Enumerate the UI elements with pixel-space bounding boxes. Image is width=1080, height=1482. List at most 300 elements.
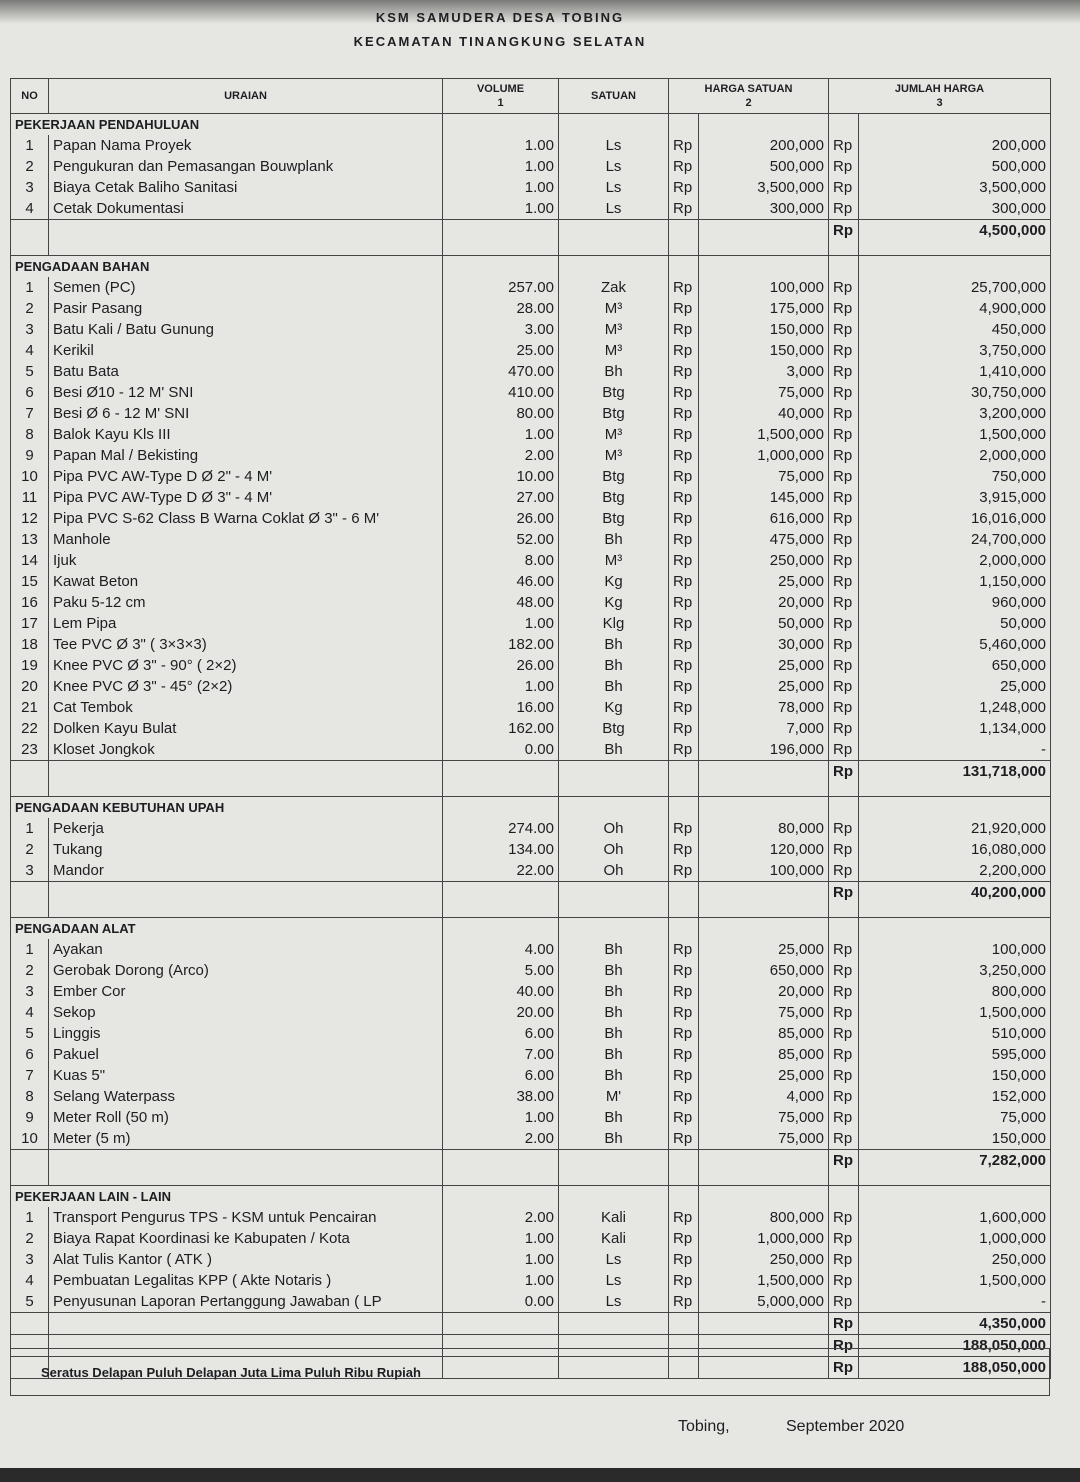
- col-jumlah-harga: JUMLAH HARGA 3: [829, 79, 1051, 114]
- empty-cell: [49, 241, 443, 256]
- row-amount: 800,000: [859, 981, 1051, 1002]
- empty-cell: [443, 1313, 559, 1335]
- table-row: [11, 466, 1051, 487]
- row-unit: M³: [559, 298, 669, 319]
- row-description: Manhole: [49, 529, 443, 550]
- spacer-row: [11, 782, 1051, 797]
- empty-cell: [859, 114, 1051, 136]
- row-amount: 750,000: [859, 466, 1051, 487]
- row-amount: 1,248,000: [859, 697, 1051, 718]
- row-volume: 0.00: [443, 739, 559, 761]
- row-unit: Kg: [559, 592, 669, 613]
- row-description: Tee PVC Ø 3" ( 3×3×3): [49, 634, 443, 655]
- row-number: 12: [11, 508, 49, 529]
- row-unit-price: 250,000: [699, 550, 829, 571]
- section-title-row: [11, 918, 1051, 940]
- row-description: Transport Pengurus TPS - KSM untuk Pencairan: [49, 1207, 443, 1228]
- row-amount-currency: Rp: [829, 1023, 859, 1044]
- row-unit: Ls: [559, 198, 669, 220]
- row-amount-currency: Rp: [829, 361, 859, 382]
- section-title-row: [11, 797, 1051, 819]
- row-unit: Bh: [559, 529, 669, 550]
- row-unit-price: 5,000,000: [699, 1291, 829, 1313]
- row-amount: 3,200,000: [859, 403, 1051, 424]
- row-description: Papan Nama Proyek: [49, 135, 443, 156]
- empty-cell: [443, 256, 559, 278]
- row-unit-price: 75,000: [699, 1002, 829, 1023]
- row-number: 1: [11, 135, 49, 156]
- spacer-row: [11, 241, 1051, 256]
- row-volume: 134.00: [443, 839, 559, 860]
- empty-cell: [11, 782, 49, 797]
- empty-cell: [11, 882, 49, 904]
- section-total-currency: Rp: [829, 1313, 859, 1335]
- row-description: Biaya Cetak Baliho Sanitasi: [49, 177, 443, 198]
- row-amount: 2,000,000: [859, 550, 1051, 571]
- row-volume: 1.00: [443, 177, 559, 198]
- row-unit: M³: [559, 445, 669, 466]
- row-price-currency: Rp: [669, 739, 699, 761]
- row-amount: 3,750,000: [859, 340, 1051, 361]
- row-volume: 2.00: [443, 1128, 559, 1150]
- row-unit: Bh: [559, 1023, 669, 1044]
- empty-cell: [699, 114, 829, 136]
- row-description: Pipa PVC AW-Type D Ø 3" - 4 M': [49, 487, 443, 508]
- row-price-currency: Rp: [669, 1023, 699, 1044]
- row-unit: Ls: [559, 1249, 669, 1270]
- row-description: Pipa PVC S-62 Class B Warna Coklat Ø 3" - 6 M': [49, 508, 443, 529]
- row-price-currency: Rp: [669, 361, 699, 382]
- total-currency: Rp: [829, 1357, 859, 1379]
- empty-cell: [829, 1186, 859, 1208]
- row-volume: 257.00: [443, 277, 559, 298]
- section-title: PENGADAAN ALAT: [11, 918, 443, 940]
- row-description: Cetak Dokumentasi: [49, 198, 443, 220]
- empty-cell: [669, 1186, 699, 1208]
- row-amount: 150,000: [859, 1065, 1051, 1086]
- empty-cell: [669, 1313, 699, 1335]
- row-amount-currency: Rp: [829, 466, 859, 487]
- row-amount-currency: Rp: [829, 1249, 859, 1270]
- row-unit: Ls: [559, 135, 669, 156]
- empty-cell: [443, 1150, 559, 1172]
- row-unit-price: 25,000: [699, 655, 829, 676]
- empty-cell: [443, 114, 559, 136]
- row-description: Kloset Jongkok: [49, 739, 443, 761]
- row-volume: 1.00: [443, 676, 559, 697]
- empty-cell: [669, 256, 699, 278]
- table-row: [11, 697, 1051, 718]
- row-unit: Bh: [559, 1107, 669, 1128]
- empty-cell: [699, 903, 829, 918]
- empty-cell: [559, 761, 669, 783]
- empty-cell: [699, 882, 829, 904]
- row-unit-price: 40,000: [699, 403, 829, 424]
- row-unit: Kg: [559, 697, 669, 718]
- empty-cell: [559, 256, 669, 278]
- row-amount-currency: Rp: [829, 613, 859, 634]
- empty-cell: [669, 1150, 699, 1172]
- row-description: Alat Tulis Kantor ( ATK ): [49, 1249, 443, 1270]
- row-amount-currency: Rp: [829, 1128, 859, 1150]
- row-unit-price: 1,500,000: [699, 424, 829, 445]
- table-row: [11, 571, 1051, 592]
- empty-cell: [829, 918, 859, 940]
- section-total-row: [11, 882, 1051, 904]
- row-volume: 1.00: [443, 424, 559, 445]
- row-unit: M': [559, 1086, 669, 1107]
- row-volume: 6.00: [443, 1023, 559, 1044]
- empty-cell: [443, 220, 559, 242]
- empty-cell: [699, 1313, 829, 1335]
- row-amount: 1,500,000: [859, 424, 1051, 445]
- empty-cell: [669, 241, 699, 256]
- row-description: Pasir Pasang: [49, 298, 443, 319]
- row-description: Meter (5 m): [49, 1128, 443, 1150]
- row-price-currency: Rp: [669, 634, 699, 655]
- table-row: [11, 655, 1051, 676]
- empty-cell: [669, 903, 699, 918]
- row-number: 10: [11, 466, 49, 487]
- row-amount: 25,700,000: [859, 277, 1051, 298]
- row-amount-currency: Rp: [829, 529, 859, 550]
- row-description: Lem Pipa: [49, 613, 443, 634]
- row-description: Biaya Rapat Koordinasi ke Kabupaten / Kota: [49, 1228, 443, 1249]
- row-volume: 162.00: [443, 718, 559, 739]
- empty-cell: [699, 256, 829, 278]
- section-total: 4,500,000: [859, 220, 1051, 242]
- spacer-row: [11, 1171, 1051, 1186]
- row-description: Balok Kayu Kls III: [49, 424, 443, 445]
- table-body: [11, 114, 1051, 1379]
- row-volume: 5.00: [443, 960, 559, 981]
- row-amount-currency: Rp: [829, 1002, 859, 1023]
- row-unit: Btg: [559, 382, 669, 403]
- row-price-currency: Rp: [669, 1270, 699, 1291]
- row-unit: Ls: [559, 177, 669, 198]
- row-price-currency: Rp: [669, 424, 699, 445]
- empty-cell: [443, 1186, 559, 1208]
- row-volume: 2.00: [443, 1207, 559, 1228]
- row-number: 9: [11, 445, 49, 466]
- row-amount-currency: Rp: [829, 177, 859, 198]
- row-amount: 2,000,000: [859, 445, 1051, 466]
- row-volume: 1.00: [443, 613, 559, 634]
- row-price-currency: Rp: [669, 298, 699, 319]
- row-number: 4: [11, 340, 49, 361]
- row-number: 7: [11, 403, 49, 424]
- empty-cell: [11, 220, 49, 242]
- row-unit: Bh: [559, 676, 669, 697]
- row-amount: 1,150,000: [859, 571, 1051, 592]
- empty-cell: [699, 1150, 829, 1172]
- table-row: [11, 403, 1051, 424]
- row-price-currency: Rp: [669, 135, 699, 156]
- row-amount-currency: Rp: [829, 424, 859, 445]
- row-volume: 28.00: [443, 298, 559, 319]
- row-unit: Kali: [559, 1207, 669, 1228]
- row-amount-currency: Rp: [829, 156, 859, 177]
- row-price-currency: Rp: [669, 1249, 699, 1270]
- empty-cell: [669, 918, 699, 940]
- row-amount: 50,000: [859, 613, 1051, 634]
- row-volume: 3.00: [443, 319, 559, 340]
- empty-cell: [559, 797, 669, 819]
- row-volume: 1.00: [443, 1249, 559, 1270]
- row-amount-currency: Rp: [829, 839, 859, 860]
- col-uraian: URAIAN: [49, 79, 443, 114]
- sign-date: September 2020: [786, 1418, 905, 1435]
- row-number: 15: [11, 571, 49, 592]
- row-amount-currency: Rp: [829, 508, 859, 529]
- row-price-currency: Rp: [669, 697, 699, 718]
- row-amount-currency: Rp: [829, 1291, 859, 1313]
- row-amount: 510,000: [859, 1023, 1051, 1044]
- row-amount: 5,460,000: [859, 634, 1051, 655]
- empty-cell: [49, 782, 443, 797]
- table-row: [11, 981, 1051, 1002]
- empty-cell: [829, 1171, 859, 1186]
- row-amount: 4,900,000: [859, 298, 1051, 319]
- row-unit: Bh: [559, 1002, 669, 1023]
- row-amount: -: [859, 739, 1051, 761]
- row-unit-price: 250,000: [699, 1249, 829, 1270]
- row-number: 8: [11, 424, 49, 445]
- row-unit: Bh: [559, 1128, 669, 1150]
- table-row: [11, 135, 1051, 156]
- row-description: Paku 5-12 cm: [49, 592, 443, 613]
- row-unit-price: 150,000: [699, 319, 829, 340]
- row-amount: 595,000: [859, 1044, 1051, 1065]
- row-amount: 21,920,000: [859, 818, 1051, 839]
- row-number: 10: [11, 1128, 49, 1150]
- row-volume: 410.00: [443, 382, 559, 403]
- row-unit: Bh: [559, 960, 669, 981]
- row-price-currency: Rp: [669, 487, 699, 508]
- row-description: Linggis: [49, 1023, 443, 1044]
- row-volume: 48.00: [443, 592, 559, 613]
- table-row: [11, 960, 1051, 981]
- row-amount: 3,500,000: [859, 177, 1051, 198]
- row-description: Meter Roll (50 m): [49, 1107, 443, 1128]
- row-price-currency: Rp: [669, 1107, 699, 1128]
- row-price-currency: Rp: [669, 508, 699, 529]
- empty-cell: [699, 918, 829, 940]
- empty-cell: [829, 241, 859, 256]
- row-price-currency: Rp: [669, 718, 699, 739]
- table-row: [11, 592, 1051, 613]
- row-price-currency: Rp: [669, 860, 699, 882]
- row-description: Ember Cor: [49, 981, 443, 1002]
- table-row: [11, 634, 1051, 655]
- row-volume: 40.00: [443, 981, 559, 1002]
- row-price-currency: Rp: [669, 1044, 699, 1065]
- empty-cell: [49, 1171, 443, 1186]
- row-amount-currency: Rp: [829, 319, 859, 340]
- row-number: 18: [11, 634, 49, 655]
- empty-cell: [859, 782, 1051, 797]
- table-row: [11, 361, 1051, 382]
- row-amount-currency: Rp: [829, 592, 859, 613]
- row-number: 3: [11, 981, 49, 1002]
- empty-cell: [443, 797, 559, 819]
- row-amount: 960,000: [859, 592, 1051, 613]
- row-unit-price: 78,000: [699, 697, 829, 718]
- row-amount-currency: Rp: [829, 340, 859, 361]
- table-row: [11, 1002, 1051, 1023]
- row-volume: 20.00: [443, 1002, 559, 1023]
- empty-cell: [49, 882, 443, 904]
- row-amount: 250,000: [859, 1249, 1051, 1270]
- row-description: Pembuatan Legalitas KPP ( Akte Notaris ): [49, 1270, 443, 1291]
- row-amount-currency: Rp: [829, 739, 859, 761]
- row-number: 1: [11, 818, 49, 839]
- row-unit-price: 800,000: [699, 1207, 829, 1228]
- row-number: 2: [11, 1228, 49, 1249]
- empty-cell: [559, 220, 669, 242]
- row-volume: 16.00: [443, 697, 559, 718]
- empty-cell: [559, 1150, 669, 1172]
- row-unit: M³: [559, 424, 669, 445]
- row-volume: 25.00: [443, 340, 559, 361]
- row-volume: 26.00: [443, 655, 559, 676]
- row-unit: Btg: [559, 466, 669, 487]
- row-amount: 2,200,000: [859, 860, 1051, 882]
- table-row: [11, 1270, 1051, 1291]
- row-number: 2: [11, 960, 49, 981]
- section-title-row: [11, 1186, 1051, 1208]
- empty-cell: [829, 782, 859, 797]
- section-total-row: [11, 220, 1051, 242]
- empty-cell: [699, 1171, 829, 1186]
- empty-cell: [49, 220, 443, 242]
- table-row: [11, 177, 1051, 198]
- row-amount-currency: Rp: [829, 1044, 859, 1065]
- table-row: [11, 298, 1051, 319]
- row-number: 3: [11, 319, 49, 340]
- row-amount: 1,500,000: [859, 1270, 1051, 1291]
- row-amount-currency: Rp: [829, 718, 859, 739]
- empty-cell: [699, 241, 829, 256]
- row-amount-currency: Rp: [829, 198, 859, 220]
- row-unit-price: 20,000: [699, 981, 829, 1002]
- empty-cell: [559, 918, 669, 940]
- row-unit: Kali: [559, 1228, 669, 1249]
- row-unit: Ls: [559, 1270, 669, 1291]
- row-unit: Oh: [559, 818, 669, 839]
- row-number: 16: [11, 592, 49, 613]
- row-number: 17: [11, 613, 49, 634]
- table-row: [11, 550, 1051, 571]
- row-volume: 8.00: [443, 550, 559, 571]
- row-amount: 3,915,000: [859, 487, 1051, 508]
- row-description: Cat Tembok: [49, 697, 443, 718]
- row-unit: M³: [559, 319, 669, 340]
- row-unit: Ls: [559, 1291, 669, 1313]
- row-amount-currency: Rp: [829, 1065, 859, 1086]
- row-description: Selang Waterpass: [49, 1086, 443, 1107]
- row-unit: Btg: [559, 487, 669, 508]
- empty-cell: [669, 114, 699, 136]
- row-amount-currency: Rp: [829, 135, 859, 156]
- row-price-currency: Rp: [669, 592, 699, 613]
- row-price-currency: Rp: [669, 277, 699, 298]
- row-price-currency: Rp: [669, 981, 699, 1002]
- empty-cell: [559, 782, 669, 797]
- row-volume: 52.00: [443, 529, 559, 550]
- row-price-currency: Rp: [669, 818, 699, 839]
- empty-cell: [859, 797, 1051, 819]
- row-volume: 6.00: [443, 1065, 559, 1086]
- row-unit-price: 1,000,000: [699, 1228, 829, 1249]
- table-row: [11, 319, 1051, 340]
- row-number: 6: [11, 1044, 49, 1065]
- row-amount-currency: Rp: [829, 939, 859, 960]
- grand-total-amount: 188,050,000: [859, 1357, 1051, 1379]
- row-amount: 200,000: [859, 135, 1051, 156]
- empty-cell: [559, 903, 669, 918]
- empty-cell: [859, 903, 1051, 918]
- row-description: Penyusunan Laporan Pertanggung Jawaban ( LP: [49, 1291, 443, 1313]
- empty-cell: [669, 1171, 699, 1186]
- row-volume: 46.00: [443, 571, 559, 592]
- row-number: 4: [11, 1270, 49, 1291]
- row-description: Tukang: [49, 839, 443, 860]
- row-description: Knee PVC Ø 3" - 45° (2×2): [49, 676, 443, 697]
- row-unit-price: 50,000: [699, 613, 829, 634]
- row-price-currency: Rp: [669, 445, 699, 466]
- row-amount-currency: Rp: [829, 981, 859, 1002]
- empty-cell: [669, 782, 699, 797]
- row-number: 3: [11, 860, 49, 882]
- table-row: [11, 718, 1051, 739]
- sign-place: Tobing,: [678, 1418, 730, 1435]
- row-amount-currency: Rp: [829, 277, 859, 298]
- row-price-currency: Rp: [669, 939, 699, 960]
- section-total: 131,718,000: [859, 761, 1051, 783]
- empty-cell: [669, 220, 699, 242]
- row-amount-currency: Rp: [829, 403, 859, 424]
- row-volume: 1.00: [443, 156, 559, 177]
- row-volume: 26.00: [443, 508, 559, 529]
- row-amount: 3,250,000: [859, 960, 1051, 981]
- row-amount: 300,000: [859, 198, 1051, 220]
- empty-cell: [859, 918, 1051, 940]
- row-number: 13: [11, 529, 49, 550]
- empty-cell: [829, 256, 859, 278]
- row-number: 4: [11, 1002, 49, 1023]
- empty-cell: [443, 903, 559, 918]
- row-amount-currency: Rp: [829, 818, 859, 839]
- empty-cell: [49, 1150, 443, 1172]
- row-amount: 75,000: [859, 1107, 1051, 1128]
- table-row: [11, 1207, 1051, 1228]
- row-amount-currency: Rp: [829, 960, 859, 981]
- section-total: 7,282,000: [859, 1150, 1051, 1172]
- empty-cell: [699, 220, 829, 242]
- row-unit-price: 1,500,000: [699, 1270, 829, 1291]
- table-row: [11, 613, 1051, 634]
- row-unit-price: 120,000: [699, 839, 829, 860]
- row-description: Pekerja: [49, 818, 443, 839]
- row-unit: Oh: [559, 860, 669, 882]
- empty-cell: [11, 761, 49, 783]
- table-row: [11, 1228, 1051, 1249]
- row-description: Besi Ø 6 - 12 M' SNI: [49, 403, 443, 424]
- row-amount-currency: Rp: [829, 860, 859, 882]
- table-row: [11, 1086, 1051, 1107]
- row-price-currency: Rp: [669, 613, 699, 634]
